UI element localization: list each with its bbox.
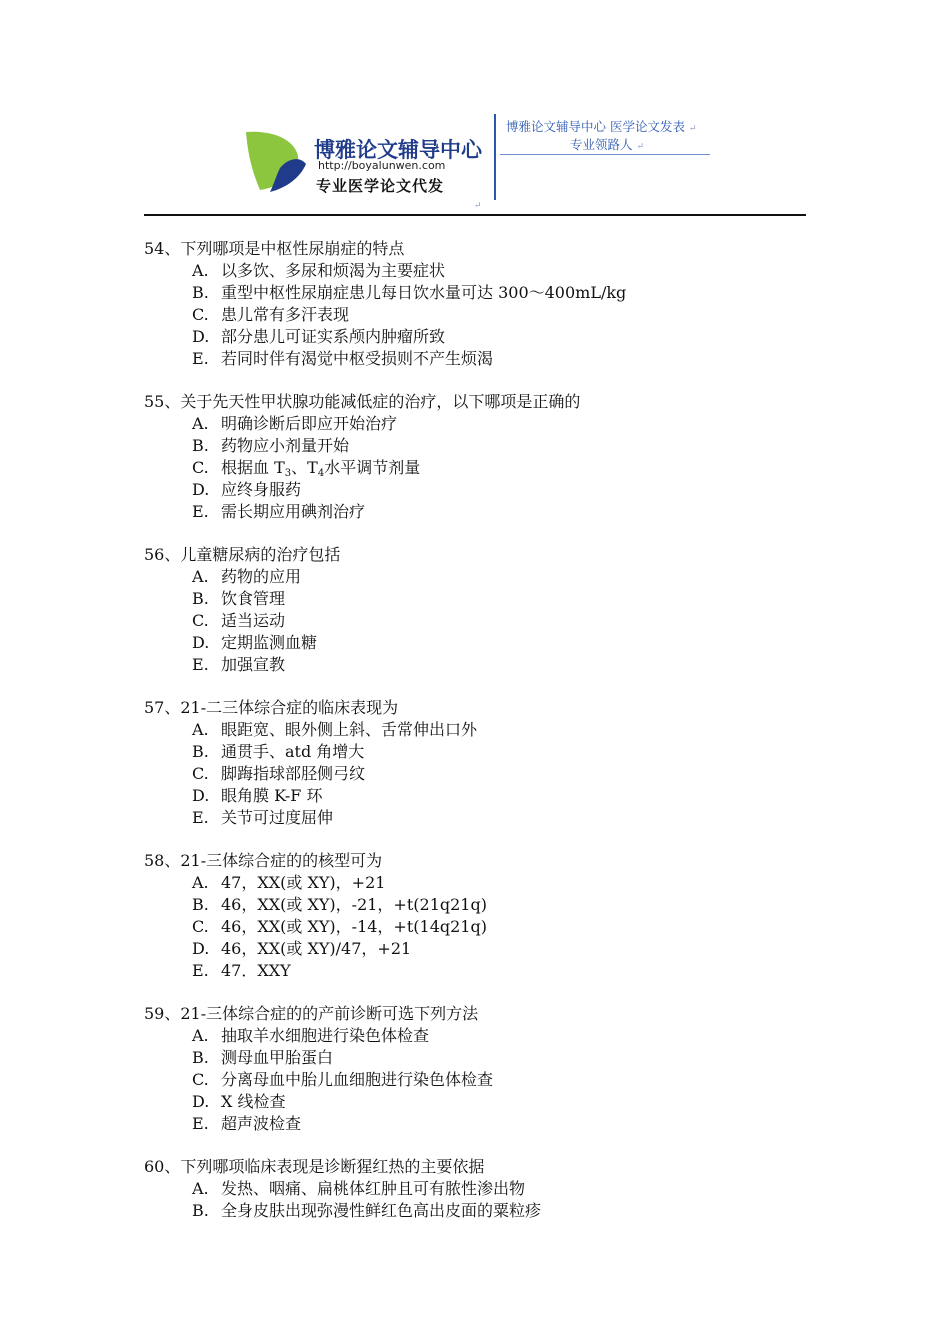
option-b: B. 饮食管理: [192, 589, 286, 608]
question-text: 56、儿童糖尿病的治疗包括: [144, 545, 341, 564]
option-d: D. 眼角膜 K-F 环: [192, 786, 323, 805]
option-e: E. 超声波检查: [192, 1114, 302, 1133]
question-54: [144, 238, 824, 370]
option-a: A. 眼距宽、眼外侧上斜、舌常伸出口外: [192, 720, 478, 739]
header-tagline: 博雅论文辅导中心 医学论文发表 ↵: [506, 119, 697, 134]
question-text: 60、下列哪项临床表现是诊断猩红热的主要依据: [144, 1157, 485, 1176]
question-60: [144, 1156, 824, 1222]
question-text: 55、关于先天性甲状腺功能减低症的治疗，以下哪项是正确的: [144, 392, 581, 411]
option-b: B. 测母血甲胎蛋白: [192, 1048, 334, 1067]
paragraph-mark-icon: ↵: [474, 201, 482, 211]
option-d: D. 定期监测血糖: [192, 633, 318, 652]
question-list: [144, 238, 824, 1243]
option-a: A. 药物的应用: [192, 567, 302, 586]
option-e: E. 关节可过度屈伸: [192, 808, 334, 827]
logo-title: 博雅论文辅导中心: [314, 138, 482, 162]
option-c: C. 适当运动: [192, 611, 286, 630]
option-c: C. 46，XX(或 XY)，-14，+t(14q21q): [192, 917, 487, 936]
question-55: [144, 391, 824, 523]
header-subtagline: 专业领路人 ↵: [570, 137, 645, 152]
option-b: B. 全身皮肤出现弥漫性鲜红色高出皮面的粟粒疹: [192, 1201, 542, 1220]
question-text: 58、21-三体综合症的的核型可为: [144, 851, 383, 870]
paragraph-mark-icon: ↵: [636, 142, 645, 152]
question-57: [144, 697, 824, 829]
option-a: A. 以多饮、多尿和烦渴为主要症状: [192, 261, 446, 280]
option-d: D. 应终身服药: [192, 480, 302, 499]
logo-url: http://boyalunwen.com: [318, 159, 446, 172]
question-text: 54、下列哪项是中枢性尿崩症的特点: [144, 239, 405, 258]
header-vertical-divider: [494, 114, 496, 200]
option-b: B. 药物应小剂量开始: [192, 436, 350, 455]
option-e: E. 若同时伴有渴觉中枢受损则不产生烦渴: [192, 349, 494, 368]
option-e: E. 需长期应用碘剂治疗: [192, 502, 366, 521]
option-d: D. 部分患儿可证实系颅内肿瘤所致: [192, 327, 446, 346]
option-d: D. X 线检查: [192, 1092, 286, 1111]
option-c: C. 脚踇指球部胫侧弓纹: [192, 764, 366, 783]
header-rule: [144, 214, 806, 216]
option-c: C. 分离母血中胎儿血细胞进行染色体检查: [192, 1070, 494, 1089]
question-56: [144, 544, 824, 676]
page-header: [0, 0, 950, 220]
option-a: A. 发热、咽痛、扁桃体红肿且可有脓性渗出物: [192, 1179, 526, 1198]
question-text: 57、21-二三体综合症的临床表现为: [144, 698, 399, 717]
option-a: A. 47，XX(或 XY)，+21: [192, 873, 386, 892]
option-a: A. 抽取羊水细胞进行染色体检查: [192, 1026, 430, 1045]
option-b: B. 重型中枢性尿崩症患儿每日饮水量可达 300～400mL/kg: [192, 283, 627, 302]
option-c: C. 患儿常有多汗表现: [192, 305, 350, 324]
option-e: E. 加强宣教: [192, 655, 286, 674]
option-d: D. 46，XX(或 XY)/47，+21: [192, 939, 412, 958]
question-59: [144, 1003, 824, 1135]
option-a: A. 明确诊断后即应开始治疗: [192, 414, 398, 433]
header-tagline-rule: [500, 154, 710, 155]
option-e: E. 47．XXY: [192, 961, 291, 980]
paragraph-mark-icon: ↵: [688, 124, 697, 134]
option-b: B. 46，XX(或 XY)，-21，+t(21q21q): [192, 895, 487, 914]
question-text: 59、21-三体综合症的的产前诊断可选下列方法: [144, 1004, 479, 1023]
logo-slogan: 专业医学论文代发: [316, 177, 445, 195]
leaf-logo-icon: [240, 128, 310, 194]
question-58: [144, 850, 824, 982]
option-b: B. 通贯手、atd 角增大: [192, 742, 365, 761]
option-c: C. 根据血 $T_3$、$T_4$水平调节剂量: [192, 458, 421, 479]
